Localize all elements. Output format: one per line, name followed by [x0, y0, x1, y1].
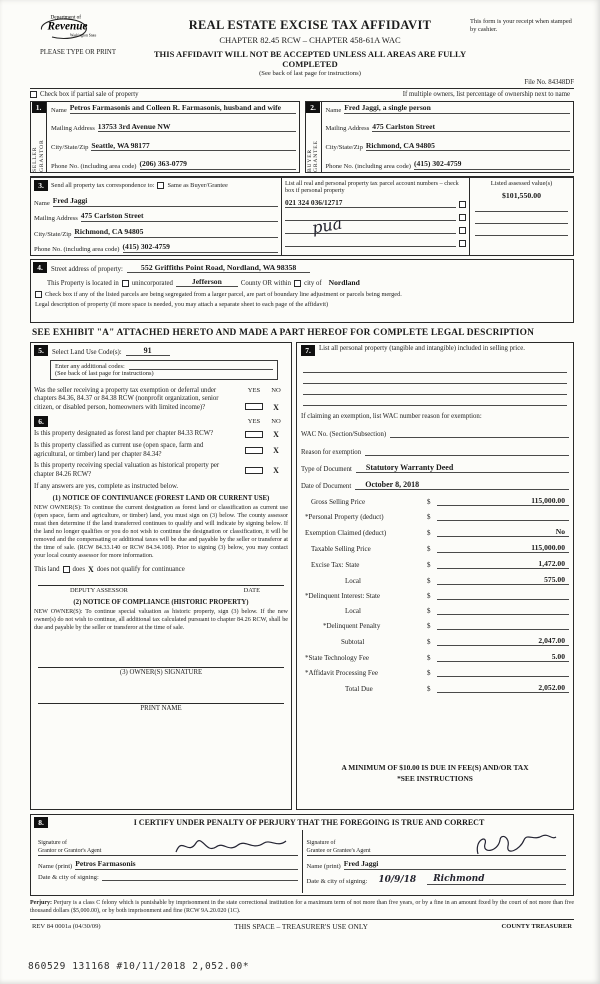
money-row-total-due: [301, 683, 569, 693]
assessed-value: $101,550.00: [502, 191, 541, 200]
buyer-city-value[interactable]: Richmond, CA 94805: [366, 142, 570, 152]
gross-label: Gross Selling Price: [311, 498, 366, 506]
does-checkbox[interactable]: [63, 566, 70, 573]
section2-badge: 2.: [306, 102, 320, 113]
top-check-row: [30, 89, 574, 100]
corr-mailing-row: [34, 212, 278, 222]
personal-property-checkbox-1[interactable]: [459, 201, 466, 208]
parcel-line-4: [285, 238, 466, 247]
deputy-assessor-label: DEPUTY ASSESSOR: [70, 587, 128, 595]
grantor-date-label: Date & city of signing:: [38, 873, 99, 881]
located-mid: County OR within: [240, 280, 292, 287]
segregated-label: Check box if any of the listed parcels are being segregated from a larger parcel, are part of boundary line adjustment or parcels being merged.: [45, 291, 402, 298]
parcel-blank-3[interactable]: [285, 225, 456, 234]
grantee-signature-row[interactable]: [307, 830, 567, 856]
seller-phone-label: Phone No. (including area code): [51, 162, 137, 170]
dollar-sign: $: [427, 498, 431, 506]
grantee-name-label: Name (print): [306, 862, 341, 870]
corr-mailing-value[interactable]: 475 Carlston Street: [81, 212, 278, 222]
section6-header: [34, 416, 288, 427]
delinq-interest-local-value[interactable]: [437, 606, 569, 615]
personal-property-label: List all personal property (tangible and intangible) included in selling price.: [319, 345, 525, 352]
q3-no-mark[interactable]: X: [273, 466, 279, 476]
grantor-date-row: [38, 874, 298, 881]
yes-header: YES: [247, 387, 261, 394]
parcel-blank-4[interactable]: [285, 238, 456, 247]
dollar-sign: $: [427, 513, 431, 521]
money-row-taxable: [301, 543, 569, 553]
personal-property-checkbox-4[interactable]: [459, 240, 466, 247]
historic-question: Is this property receiving special valuation as historical property per chapter 84.26 RCW?: [34, 462, 220, 478]
exemption-wac-note: If claiming an exemption, list WAC number reason for exemption:: [301, 413, 482, 420]
seller-side-strip: [31, 102, 47, 172]
corr-name-row: [34, 197, 278, 207]
q2-yes-checkbox[interactable]: [245, 447, 263, 454]
section3-badge: 3.: [34, 180, 48, 191]
parcel-column: [281, 178, 469, 255]
send-correspondence-label: Send all property tax correspondence to:: [51, 182, 155, 189]
personal-property-checkbox-2[interactable]: [459, 214, 466, 221]
party-boxes: [30, 101, 574, 173]
grantee-sig-label-2: Grantee or Grantee's Agent: [306, 847, 371, 854]
partial-sale-label: Check box if partial sale of property: [40, 91, 139, 98]
footer-strip: [30, 919, 574, 931]
personal-property-blank-2[interactable]: [303, 373, 567, 384]
grantee-city-handwritten: Richmond: [433, 873, 485, 884]
dollar-sign: $: [427, 592, 431, 600]
total-due-value[interactable]: 2,052.00: [437, 683, 569, 693]
exemption-claimed-value[interactable]: No: [437, 527, 569, 537]
legal-description-label: Legal description of property (if more space is needed, you may attach a separate sheet to each page of the affidavit): [35, 301, 329, 308]
deputy-assessor-labels: [34, 586, 288, 594]
exemption-question-row: [34, 387, 288, 412]
seller-phone-value[interactable]: (206) 363-0779: [140, 160, 296, 170]
land-use-code[interactable]: 91: [126, 346, 170, 356]
see-back-note: (See back of last page for instructions): [259, 70, 361, 77]
dollar-sign: $: [427, 669, 431, 677]
parcel-line-1: [285, 198, 466, 208]
print-name-line[interactable]: [38, 692, 284, 704]
assessed-value-header: Listed assessed value(s): [490, 180, 553, 187]
deputy-assessor-line[interactable]: [38, 574, 284, 586]
buyer-name-value[interactable]: Fred Jaggi, a single person: [344, 104, 570, 114]
logo-dept-text: Department of: [50, 14, 81, 21]
owners-signature-line[interactable]: [38, 656, 284, 668]
excise-state-label: Excise Tax: State: [311, 561, 360, 569]
additional-codes-box: [50, 360, 278, 380]
seller-name-value[interactable]: Petros Farmasonis and Colleen R. Farmasonis, husband and wife: [70, 104, 296, 114]
money-row-affidavit-fee: [301, 668, 569, 677]
delinq-interest-state-label: *Delinquent Interest: State: [305, 592, 381, 600]
codes-see-back: (See back of last page for instructions): [55, 370, 154, 377]
money-row-delinq-penalty: [301, 621, 569, 630]
handwritten-note: pua: [310, 213, 344, 238]
reason-row: [301, 447, 569, 456]
notice1-body: NEW OWNER(S): To continue the current designation as forest land or classification as current use (open space, farm and agriculture, or timber) land, you must sign on (3) below. The county assessor must then determine if the land transferred continues to qualify and will indicate by signing below. If the land no longer qualifies or you do not wish to continue the designation or classification, it will be removed and the compensating or additional taxes will be due and payable by the seller or transferor at the time of sale. (RCW 84.33.140 or RCW 84.34.108). Prior to signing (3) below, you may contact your local county assessor for more information.: [34, 505, 288, 560]
section8-badge: 8.: [34, 817, 48, 828]
if-yes-note: If any answers are yes, complete as instructed below.: [34, 483, 179, 491]
buyer-fields: [322, 102, 574, 172]
section7-box: [296, 342, 574, 810]
personal-property-blank-1[interactable]: [303, 362, 567, 373]
q1-no-mark[interactable]: X: [273, 430, 279, 440]
delinq-penalty-value[interactable]: [437, 621, 569, 630]
grantor-sig-label-1: Signature of: [38, 840, 67, 847]
section5-badge: 5.: [34, 345, 48, 356]
delinq-interest-local-label: Local: [345, 607, 361, 615]
print-name-label: PRINT NAME: [140, 705, 182, 713]
buyer-mailing-row: [326, 123, 571, 133]
forest-land-question-row: [34, 430, 288, 439]
buyer-side-strip: [306, 102, 322, 172]
grantor-name-label: Name (print): [38, 862, 73, 870]
q3-yes-checkbox[interactable]: [245, 467, 263, 474]
assessed-value-column: [469, 178, 573, 255]
buyer-city-label: City/State/Zip: [325, 144, 363, 152]
buyer-name-row: [326, 104, 571, 114]
wac-row: [301, 429, 569, 438]
section8-box: [30, 814, 574, 896]
notice1-title: (1) NOTICE OF CONTINUANCE (FOREST LAND OR CURRENT USE): [52, 495, 270, 503]
location-row: [33, 277, 569, 287]
corr-phone-label: Phone No. (including area code): [34, 246, 120, 253]
subtotal-value[interactable]: 2,047.00: [437, 636, 569, 646]
excise-local-value[interactable]: 575.00: [437, 575, 569, 585]
money-row-excise-local: [301, 575, 569, 585]
doc-date-value[interactable]: October 8, 2018: [355, 480, 569, 490]
grantor-signature-icon: [172, 834, 292, 858]
exemption-yes-no: [242, 387, 288, 412]
grantee-date-label: Date & city of signing:: [306, 878, 368, 886]
segregated-row: [33, 291, 569, 298]
doc-type-row: [301, 463, 569, 473]
additional-codes-label: Enter any additional codes:: [55, 363, 125, 370]
seller-name-row: [51, 104, 296, 114]
seller-side-label-2: GRANTOR: [38, 139, 45, 172]
segregated-checkbox[interactable]: [35, 291, 42, 298]
section4-box: [30, 259, 574, 323]
same-as-buyer-label: Same as Buyer/Grantee: [167, 182, 228, 189]
section3-box: [30, 176, 574, 256]
seller-side-label-1: SELLER: [32, 146, 39, 172]
this-land-label: This land: [34, 566, 60, 574]
seller-name-label: Name: [51, 106, 67, 114]
dollar-sign: $: [427, 561, 431, 569]
doc-date-row: [301, 480, 569, 490]
does-not-mark[interactable]: X: [87, 565, 94, 575]
logo-state-text: Washington State: [70, 33, 97, 38]
county-name[interactable]: Jefferson: [176, 277, 238, 287]
section1-badge: 1.: [32, 102, 46, 113]
form-chapter: CHAPTER 82.45 RCW – CHAPTER 458-61A WAC: [219, 35, 401, 45]
grantor-name-row: [38, 860, 298, 870]
seller-fields: [47, 102, 299, 172]
seller-city-row: [51, 142, 296, 152]
personal-property-blank-3[interactable]: [303, 384, 567, 395]
delinq-interest-state-value[interactable]: [437, 591, 569, 600]
perjury-label: Perjury:: [30, 900, 52, 906]
corr-city-label: City/State/Zip: [34, 230, 72, 238]
current-use-question-row: [34, 442, 288, 459]
buyer-mailing-label: Mailing Address: [325, 125, 370, 133]
this-land-row: [34, 565, 288, 574]
same-as-buyer-checkbox[interactable]: [157, 182, 164, 189]
grantee-name-row: [307, 860, 567, 870]
logo-name-text: Revenue: [47, 20, 88, 33]
dollar-sign: $: [427, 577, 431, 585]
receipt-note: This form is your receipt when stamped by cashier.: [470, 18, 572, 34]
seller-mailing-label: Mailing Address: [51, 125, 95, 133]
taxable-value[interactable]: 115,000.00: [437, 543, 569, 553]
seller-city-label: City/State/Zip: [51, 144, 89, 152]
does-not-label: does not qualify for continuance: [96, 566, 185, 574]
certify-statement: I CERTIFY UNDER PENALTY OF PERJURY THAT THE FOREGOING IS TRUE AND CORRECT: [133, 818, 485, 827]
grantor-date-blank[interactable]: [102, 880, 298, 881]
please-type-note: PLEASE TYPE OR PRINT: [40, 49, 116, 56]
money-row-subtotal: [301, 636, 569, 646]
money-row-exemption: [301, 527, 569, 537]
section6-empty-space: [34, 712, 288, 807]
certify-row: [34, 817, 570, 828]
money-row-personal: [301, 512, 569, 521]
grantee-signature-icon: [470, 832, 560, 858]
reason-label: Reason for exemption: [301, 449, 362, 456]
notice2-title: (2) NOTICE OF COMPLIANCE (HISTORIC PROPERTY): [73, 599, 249, 607]
street-address-label: Street address of property:: [51, 266, 123, 273]
grantor-name-value[interactable]: Petros Farmasonis: [75, 860, 297, 870]
doc-type-value[interactable]: Statutory Warranty Deed: [356, 463, 569, 473]
city-name[interactable]: Nordland: [328, 278, 360, 287]
assessed-blank-2[interactable]: [475, 212, 568, 224]
form-title: REAL ESTATE EXCISE TAX AFFIDAVIT: [188, 18, 432, 32]
affidavit-fee-value[interactable]: [437, 668, 569, 677]
section4-badge: 4.: [33, 262, 47, 273]
located-pre: This Property is located in: [47, 280, 119, 287]
buyer-mailing-value[interactable]: 475 Carlston Street: [372, 123, 570, 133]
section7-header: [301, 345, 569, 356]
seller-phone-row: [51, 160, 296, 170]
parcel-header: List all real and personal property tax parcel account numbers – check box if personal property: [285, 180, 459, 194]
doc-date-label: Date of Document: [301, 483, 352, 490]
dollar-sign: $: [427, 529, 431, 537]
forest-land-question: Is this property designated as forest land per chapter 84.33 RCW?: [34, 430, 214, 438]
gross-value[interactable]: 115,000.00: [437, 496, 569, 506]
wac-label: WAC No. (Section/Subsection): [301, 431, 387, 438]
dollar-sign: $: [427, 622, 431, 630]
dollar-sign: $: [427, 545, 431, 553]
buyer-phone-row: [326, 160, 571, 170]
section5-6-box: [30, 342, 292, 810]
unincorporated-checkbox[interactable]: [122, 280, 129, 287]
grantor-signature-row[interactable]: [38, 830, 298, 856]
corr-city-value[interactable]: Richmond, CA 94805: [74, 228, 278, 238]
money-row-tech-fee: [301, 652, 569, 662]
no-header: NO: [271, 387, 281, 394]
personal-deduct-value[interactable]: [437, 512, 569, 521]
taxable-label: Taxable Selling Price: [311, 545, 371, 553]
land-use-row: [34, 345, 288, 356]
owners-signature-label: (3) OWNER(S) SIGNATURE: [119, 669, 203, 677]
q1-yes-checkbox[interactable]: [245, 431, 263, 438]
perjury-notice: [30, 900, 574, 916]
date-label: DATE: [243, 587, 260, 595]
buyer-phone-value[interactable]: (415) 302-4759: [414, 160, 570, 170]
grantee-signature-block: [302, 830, 571, 893]
see-instructions-note: *SEE INSTRUCTIONS: [397, 774, 473, 783]
cashier-stamp: 860529 131168 #10/11/2018 2,052.00*: [28, 961, 250, 972]
total-due-label: Total Due: [345, 685, 373, 693]
doc-type-label: Type of Document: [301, 466, 352, 473]
s6-yes-header: YES: [247, 418, 261, 426]
q2-no-mark[interactable]: X: [273, 446, 279, 456]
money-row-excise-state: [301, 559, 569, 569]
middle-columns: [30, 342, 574, 810]
subtotal-label: Subtotal: [341, 638, 365, 646]
delinq-penalty-label: *Delinquent Penalty: [323, 622, 381, 630]
parcel-number[interactable]: 021 324 036/12717: [285, 198, 456, 208]
personal-deduct-label: *Personal Property (deduct): [305, 513, 384, 521]
excise-state-value[interactable]: 1,472.00: [437, 559, 569, 569]
assessed-blank-3[interactable]: [475, 224, 568, 236]
dollar-sign: $: [427, 654, 431, 662]
minimum-due-note: A MINIMUM OF $10.00 IS DUE IN FEE(S) AND/OR TAX: [341, 763, 529, 772]
revenue-logo-icon: [30, 10, 122, 40]
reason-blank[interactable]: [365, 447, 569, 456]
grantee-date-row: [307, 874, 567, 885]
legal-description-space[interactable]: [33, 308, 569, 322]
tech-fee-label: *State Technology Fee: [305, 654, 369, 662]
seller-city-value[interactable]: Seattle, WA 98177: [91, 142, 295, 152]
historic-question-row: [34, 462, 288, 479]
exemption-claimed-label: Exemption Claimed (deduct): [305, 529, 387, 537]
corr-name-label: Name: [34, 199, 50, 207]
seller-mailing-value[interactable]: 13753 3rd Avenue NW: [98, 123, 296, 133]
form-warning: THIS AFFIDAVIT WILL NOT BE ACCEPTED UNLESS ALL AREAS ARE FULLY COMPLETED: [153, 49, 467, 69]
money-row-gross: [301, 496, 569, 506]
money-row-delinq-interest-state: [301, 591, 569, 600]
buyer-name-label: Name: [325, 106, 342, 114]
section3-correspondence: [31, 178, 281, 255]
buyer-city-row: [326, 142, 571, 152]
exhibit-a-statement: SEE EXHIBIT "A" ATTACHED HERETO AND MADE A PART HEREOF FOR COMPLETE LEGAL DESCRIPTION: [32, 328, 535, 338]
personal-property-blank-4[interactable]: [303, 395, 567, 406]
excise-local-label: Local: [345, 577, 361, 585]
treasurer-space-label: THIS SPACE – TREASURER'S USE ONLY: [234, 921, 368, 931]
partial-sale-checkbox[interactable]: [30, 91, 37, 98]
buyer-phone-label: Phone No. (including area code): [325, 162, 412, 170]
notice2-body: NEW OWNER(S): To continue special valuation as historic property, sign (3) below. If the new owner(s) do not wish to continue, all additional tax calculated pursuant to chapter 84.26 RCW, shall be due and payable by the seller or transferor at the time of sale.: [34, 609, 288, 632]
does-label: does: [72, 566, 85, 574]
grantee-date-handwritten: 10/9/18: [378, 874, 417, 885]
buyer-side-label-1: BUYER: [306, 149, 313, 172]
corr-mailing-label: Mailing Address: [34, 215, 78, 222]
rev-number: REV 84 0001a (04/30/09): [32, 922, 101, 930]
wac-blank[interactable]: [390, 429, 569, 438]
corr-phone-row: [34, 243, 278, 253]
dollar-sign: $: [427, 685, 431, 693]
seller-grantor-box: [30, 101, 300, 173]
city-checkbox[interactable]: [294, 280, 301, 287]
assessed-blank-1[interactable]: [475, 200, 568, 212]
grantor-sig-label-2: Grantor or Grantor's Agent: [38, 847, 102, 854]
affidavit-fee-label: *Affidavit Processing Fee: [305, 669, 378, 677]
dollar-sign: $: [427, 638, 431, 646]
grantee-sig-label-1: Signature of: [306, 840, 336, 847]
land-use-label: Select Land Use Code(s):: [52, 349, 122, 356]
header-center: [150, 10, 470, 77]
personal-property-checkbox-3[interactable]: [459, 227, 466, 234]
additional-codes-blank[interactable]: [129, 363, 273, 370]
section6-badge: 6.: [34, 416, 48, 427]
corr-name-value[interactable]: Fred Jaggi: [53, 197, 278, 207]
street-address-value[interactable]: 552 Griffiths Point Road, Nordland, WA 98358: [127, 263, 310, 273]
grantee-name-value[interactable]: Fred Jaggi: [344, 860, 566, 870]
buyer-side-label-2: GRANTEE: [313, 140, 319, 172]
exemption-question: Was the seller receiving a property tax exemption or deferral under chapters 84.36, 84.37 or 84.38 RCW (nonprofit organization, senior citizen, or disabled person, homeowners with limited income)?: [34, 387, 219, 411]
logo-column: [30, 10, 150, 56]
street-address-row: [33, 262, 569, 273]
corr-phone-value[interactable]: (415) 302-4759: [123, 243, 278, 253]
exemption-yes-checkbox[interactable]: [245, 403, 263, 410]
dollar-sign: $: [427, 607, 431, 615]
header: [30, 10, 574, 77]
city-of-label: city of: [304, 280, 322, 287]
unincorporated-label: unincorporated: [131, 280, 173, 287]
perjury-body: Perjury is a class C felony which is punishable by imprisonment in the state correctional institution for a maximum term of not more than five years, or by a fine in an amount fixed by the court of not more than five thousand dollars ($5,000.00), or by both imprisonment and fine (RCW 9A.20.020 (1C).: [30, 900, 575, 914]
grantor-signature-block: [34, 830, 302, 893]
section7-badge: 7.: [301, 345, 315, 356]
s6-no-header: NO: [271, 418, 281, 426]
money-row-delinq-interest-local: [301, 606, 569, 615]
tech-fee-value[interactable]: 5.00: [437, 652, 569, 662]
corr-city-row: [34, 228, 278, 238]
multiple-owners-note: If multiple owners, list percentage of ownership next to name: [402, 91, 570, 98]
exemption-no-mark[interactable]: X: [273, 403, 279, 413]
county-treasurer-label: COUNTY TREASURER: [501, 922, 572, 930]
file-number: File No. 84348DF: [524, 79, 574, 86]
buyer-grantee-box: [305, 101, 575, 173]
current-use-question: Is this property classified as current use (open space, farm and agricultural, or timber) land per chapter 84.34?: [34, 442, 204, 458]
seller-mailing-row: [51, 123, 296, 133]
